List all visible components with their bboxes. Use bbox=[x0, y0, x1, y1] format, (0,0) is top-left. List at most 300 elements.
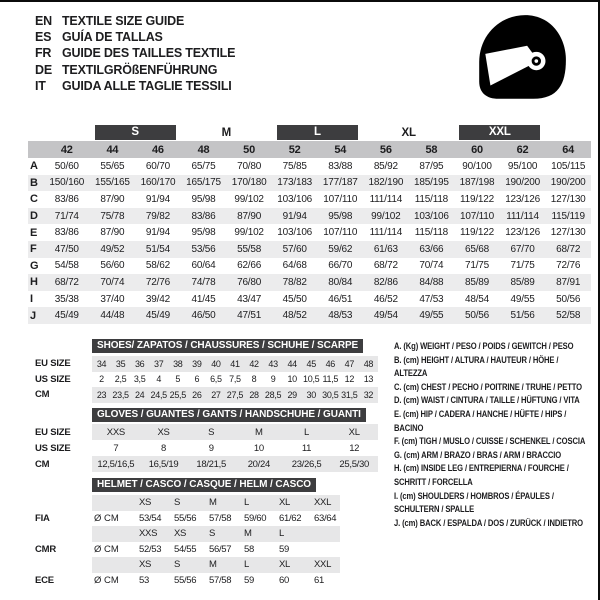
size-value: 185/195 bbox=[414, 177, 449, 189]
size-cell: 12 bbox=[344, 374, 355, 385]
language-title-row bbox=[35, 29, 235, 45]
size-cell: 6,5 bbox=[210, 374, 222, 385]
size-cell: 45 bbox=[306, 358, 316, 369]
size-cell: 24 bbox=[134, 389, 145, 400]
size-cell: S bbox=[209, 528, 216, 540]
size-cell: 2 bbox=[99, 374, 104, 385]
size-value: 66/70 bbox=[328, 260, 353, 272]
size-cell: 9 bbox=[208, 442, 214, 454]
size-value: 57/60 bbox=[282, 243, 307, 255]
size-number-row bbox=[28, 141, 591, 158]
size-value: 160/170 bbox=[140, 177, 176, 189]
size-cell: 23/26,5 bbox=[291, 458, 322, 470]
size-cell: 30 bbox=[306, 389, 316, 400]
size-group-S: S bbox=[90, 124, 181, 141]
size-value: 115/118 bbox=[414, 227, 449, 239]
size-value: 45/49 bbox=[54, 310, 79, 322]
size-cell: 20/24 bbox=[247, 458, 270, 470]
language-code: EN bbox=[35, 14, 52, 28]
size-cell: M bbox=[244, 528, 252, 540]
size-value: 50/56 bbox=[556, 293, 581, 305]
subtable-row bbox=[35, 372, 378, 388]
size-value: 177/187 bbox=[322, 177, 358, 189]
size-column-header: 54 bbox=[334, 143, 347, 156]
size-cell: 7,5 bbox=[229, 374, 241, 385]
size-value: 83/86 bbox=[191, 210, 216, 222]
size-column-header: 50 bbox=[243, 143, 256, 156]
unit-cell: Ø CM bbox=[94, 512, 119, 524]
size-cell: XS bbox=[139, 559, 152, 571]
size-cell: 12,5/16,5 bbox=[97, 458, 135, 470]
shoes-table-title: SHOES/ ZAPATOS / CHAUSSURES / SCHUHE / SCARPE bbox=[92, 339, 363, 353]
size-cell: S bbox=[174, 559, 181, 571]
size-value: 87/95 bbox=[419, 160, 444, 172]
language-code: FR bbox=[35, 46, 52, 61]
size-group-spacer bbox=[28, 124, 90, 141]
size-group-row bbox=[28, 124, 591, 141]
size-cell: 10 bbox=[287, 374, 297, 385]
subtable-row bbox=[35, 356, 378, 372]
measurement-row-B bbox=[28, 175, 591, 192]
size-cell: XXS bbox=[106, 426, 125, 438]
size-cell: 36 bbox=[134, 358, 145, 369]
size-value: 173/183 bbox=[277, 177, 313, 189]
size-value: 71/74 bbox=[54, 210, 79, 222]
size-cell: 30,5 bbox=[322, 389, 339, 400]
size-value: 65/68 bbox=[464, 243, 489, 255]
size-cell: 63/64 bbox=[314, 512, 337, 524]
size-value: 67/70 bbox=[510, 243, 535, 255]
size-cell: XXL bbox=[314, 559, 332, 571]
size-value: 70/74 bbox=[100, 276, 125, 288]
size-cell: 23,5 bbox=[112, 389, 129, 400]
size-value: 95/98 bbox=[328, 210, 353, 222]
size-cell: 28 bbox=[249, 389, 259, 400]
size-cell: S bbox=[174, 497, 181, 509]
size-cell: 18/21,5 bbox=[196, 458, 226, 470]
size-cell: L bbox=[244, 497, 249, 509]
size-value: 95/98 bbox=[191, 193, 216, 205]
row-gutter-label: CM bbox=[35, 389, 50, 401]
size-value: 115/119 bbox=[551, 210, 585, 222]
size-cell: 25,5/30 bbox=[339, 458, 369, 470]
legend-item: A. (Kg) WEIGHT / PESO / POIDS / GEWITCH / PESO bbox=[394, 341, 574, 351]
legend-item: B. (cm) HEIGHT / ALTURA / HAUTEUR / HÖHE / ALTEZZA bbox=[394, 354, 559, 379]
size-value: 190/200 bbox=[505, 177, 540, 189]
size-cell: 34 bbox=[96, 358, 107, 369]
size-cell: 27 bbox=[211, 389, 221, 400]
size-cell: M bbox=[209, 497, 217, 509]
size-cell: L bbox=[244, 559, 249, 571]
size-value: 47/51 bbox=[237, 310, 262, 322]
row-gutter-label: ECE bbox=[35, 574, 54, 586]
size-cell: 47 bbox=[344, 358, 355, 369]
language-code: DE bbox=[35, 62, 52, 77]
size-cell: XS bbox=[157, 426, 170, 438]
size-cell: 37 bbox=[154, 358, 164, 369]
size-value: 61/63 bbox=[373, 243, 398, 255]
size-cell: M bbox=[255, 426, 263, 438]
size-value: 123/126 bbox=[505, 227, 540, 239]
size-value: 48/53 bbox=[328, 310, 353, 322]
guide-title: GUIDA ALLE TAGLIE TESSILI bbox=[62, 78, 232, 93]
size-cell: 59 bbox=[279, 543, 289, 555]
unit-cell: Ø CM bbox=[94, 543, 119, 555]
size-column-header: 52 bbox=[288, 143, 301, 156]
size-value: 87/90 bbox=[100, 227, 125, 239]
size-value: 35/38 bbox=[54, 293, 79, 305]
size-value: 85/89 bbox=[510, 276, 535, 288]
size-value: 87/91 bbox=[556, 276, 581, 288]
size-value: 50/56 bbox=[464, 310, 489, 322]
size-value: 123/126 bbox=[505, 193, 540, 205]
size-value: 75/78 bbox=[100, 210, 125, 222]
size-value: 82/86 bbox=[373, 276, 398, 288]
row-gutter-label: EU SIZE bbox=[35, 358, 71, 370]
size-cell: 35 bbox=[115, 358, 126, 369]
size-value: 85/89 bbox=[464, 276, 489, 288]
language-code: IT bbox=[35, 78, 46, 93]
size-value: 60/64 bbox=[191, 260, 216, 272]
size-value: 51/54 bbox=[145, 243, 170, 255]
measurement-row-H bbox=[28, 274, 591, 291]
size-cell: 59/60 bbox=[244, 512, 267, 524]
measurement-row-I bbox=[28, 291, 591, 308]
size-cell: 43 bbox=[268, 358, 278, 369]
row-label: B bbox=[30, 176, 38, 189]
guide-title: TEXTILE SIZE GUIDE bbox=[62, 14, 185, 28]
size-value: 107/110 bbox=[459, 210, 494, 222]
language-title-row bbox=[35, 78, 235, 94]
size-value: 62/66 bbox=[237, 260, 262, 272]
size-value: 48/52 bbox=[282, 310, 307, 322]
size-value: 127/130 bbox=[550, 193, 586, 205]
size-value: 79/82 bbox=[145, 210, 170, 222]
row-gutter-label: US SIZE bbox=[35, 442, 71, 454]
legend-item: I. (cm) SHOULDERS / HOMBROS / ÉPAULES / SCHULTERN / SPALLE bbox=[394, 490, 554, 515]
size-column-header: 60 bbox=[471, 143, 483, 156]
legend-item: D. (cm) WAIST / CINTURA / TAILLE / HÜFTUNG / VITA bbox=[394, 395, 580, 406]
size-value: 105/115 bbox=[551, 160, 586, 172]
size-value: 91/94 bbox=[145, 227, 170, 239]
size-value: 68/72 bbox=[54, 276, 79, 288]
legend-item: J. (cm) BACK / ESPALDA / DOS / ZURÜCK / INDIETRO bbox=[394, 517, 583, 528]
textile-size-table bbox=[28, 124, 591, 324]
size-value: 78/82 bbox=[282, 276, 307, 288]
size-value: 119/122 bbox=[459, 193, 494, 205]
size-value: 44/48 bbox=[100, 310, 125, 322]
subtable-row bbox=[35, 511, 340, 527]
size-cell: 11,5 bbox=[322, 374, 339, 385]
size-value: 90/100 bbox=[462, 160, 492, 172]
size-cell: M bbox=[209, 559, 217, 571]
guide-title: GUÍA DE TALLAS bbox=[62, 30, 163, 45]
size-value: 76/80 bbox=[237, 276, 262, 288]
size-value: 71/75 bbox=[464, 260, 489, 272]
size-value: 107/110 bbox=[323, 193, 358, 205]
size-column-header: 62 bbox=[516, 143, 529, 156]
size-cell: 25,5 bbox=[169, 389, 186, 400]
measurement-row-D bbox=[28, 208, 591, 225]
size-column-header: 42 bbox=[60, 143, 73, 156]
row-label: C bbox=[30, 193, 38, 206]
size-value: 50/60 bbox=[54, 160, 79, 172]
size-cell: 13 bbox=[363, 374, 374, 385]
size-value: 39/42 bbox=[145, 293, 170, 305]
size-value: 48/54 bbox=[464, 293, 489, 305]
size-value: 83/88 bbox=[328, 160, 353, 172]
size-value: 49/54 bbox=[373, 310, 398, 322]
subtable-row bbox=[35, 440, 378, 456]
helmet-size-table bbox=[35, 478, 340, 588]
gloves-table-header bbox=[35, 408, 378, 424]
racing-helmet-icon bbox=[464, 8, 576, 110]
language-title-row bbox=[35, 13, 235, 29]
subtable-row bbox=[35, 387, 378, 403]
size-cell: 23 bbox=[96, 389, 107, 400]
size-group-XL: XL bbox=[401, 126, 416, 139]
size-value: 64/68 bbox=[282, 260, 307, 272]
size-cell: 52/53 bbox=[139, 543, 162, 555]
size-value: 103/106 bbox=[277, 193, 313, 205]
size-cell: 56/57 bbox=[209, 543, 232, 555]
legend-item: E. (cm) HIP / CADERA / HANCHE / HÜFTE / HIPS / BACINO bbox=[394, 408, 567, 433]
helmet-table-title: HELMET / CASCO / CASQUE / HELM / CASCO bbox=[92, 478, 316, 492]
size-value: 155/165 bbox=[94, 177, 130, 189]
subtable-row bbox=[35, 495, 340, 511]
size-value: 55/58 bbox=[237, 243, 262, 255]
size-cell: XL bbox=[279, 559, 291, 571]
size-value: 99/102 bbox=[234, 227, 264, 239]
size-cell: XS bbox=[139, 497, 152, 509]
row-label: D bbox=[30, 210, 38, 223]
size-cell: 54/55 bbox=[174, 543, 197, 555]
size-cell: L bbox=[279, 528, 284, 540]
size-cell: 3,5 bbox=[133, 374, 146, 385]
size-value: 55/65 bbox=[100, 160, 125, 172]
size-cell: 53 bbox=[139, 574, 149, 586]
language-title-list bbox=[35, 13, 235, 94]
size-value: 99/102 bbox=[371, 210, 401, 222]
size-value: 47/53 bbox=[419, 293, 444, 305]
size-value: 52/58 bbox=[556, 310, 581, 322]
size-cell: 44 bbox=[287, 358, 297, 369]
size-cell: 29 bbox=[287, 389, 297, 400]
size-value: 47/50 bbox=[54, 243, 79, 255]
size-value: 54/58 bbox=[54, 260, 79, 272]
size-cell: 31,5 bbox=[341, 389, 358, 400]
measurement-legend bbox=[394, 340, 591, 530]
size-group-XXL: XXL bbox=[454, 124, 545, 141]
size-cell: 38 bbox=[173, 358, 183, 369]
size-column-header: 58 bbox=[425, 143, 438, 156]
size-value: 165/175 bbox=[186, 177, 221, 189]
size-value: 187/198 bbox=[459, 177, 495, 189]
language-title-row bbox=[35, 45, 235, 61]
size-cell: 10,5 bbox=[303, 374, 320, 385]
size-cell: 6 bbox=[194, 374, 200, 385]
size-value: 170/180 bbox=[231, 177, 267, 189]
size-group-spacer bbox=[545, 124, 591, 141]
gloves-table-title: GLOVES / GUANTES / GANTS / HANDSCHUHE / GUANTI bbox=[92, 408, 366, 422]
legend-item: G. (cm) ARM / BRAZO / BRAS / ARM / BRACCIO bbox=[394, 449, 562, 460]
size-column-header: 44 bbox=[106, 143, 119, 156]
row-label: I bbox=[30, 293, 33, 306]
size-value: 68/72 bbox=[373, 260, 398, 272]
row-gutter-label: EU SIZE bbox=[35, 426, 71, 438]
language-title-row bbox=[35, 62, 235, 78]
size-value: 103/106 bbox=[277, 227, 313, 239]
unit-cell: Ø CM bbox=[94, 574, 119, 586]
size-cell: 8 bbox=[161, 442, 166, 454]
size-value: 111/114 bbox=[369, 193, 403, 205]
size-column-header: 46 bbox=[152, 143, 164, 156]
size-value: 83/86 bbox=[54, 227, 79, 239]
subtable-row bbox=[35, 424, 378, 440]
size-value: 51/56 bbox=[510, 310, 535, 322]
size-cell: 55/56 bbox=[174, 574, 197, 586]
size-column-header: 56 bbox=[379, 143, 392, 156]
row-gutter-label: CM bbox=[35, 458, 50, 470]
size-cell: 40 bbox=[211, 358, 221, 369]
size-value: 95/98 bbox=[191, 227, 216, 239]
size-value: 107/110 bbox=[323, 227, 358, 239]
size-cell: 59 bbox=[244, 574, 254, 586]
size-cell: 27,5 bbox=[226, 389, 244, 400]
subtable-row bbox=[35, 573, 340, 589]
size-cell: 5 bbox=[175, 374, 181, 385]
size-value: 72/76 bbox=[145, 276, 170, 288]
measurement-row-J bbox=[28, 307, 591, 324]
corner-spacer bbox=[28, 141, 44, 158]
subtable-row bbox=[35, 542, 340, 558]
size-value: 68/72 bbox=[556, 243, 581, 255]
size-cell: 16,5/19 bbox=[148, 458, 179, 470]
size-cell: 42 bbox=[249, 358, 259, 369]
row-gutter-label: CMR bbox=[35, 543, 57, 555]
size-cell: 48 bbox=[363, 358, 374, 369]
size-value: 41/45 bbox=[191, 293, 216, 305]
size-cell: 7 bbox=[113, 442, 119, 454]
measurement-row-C bbox=[28, 191, 591, 208]
size-value: 49/55 bbox=[419, 310, 444, 322]
size-value: 75/85 bbox=[282, 160, 307, 172]
size-group-M: M bbox=[221, 126, 231, 139]
shoes-size-table bbox=[35, 339, 378, 403]
size-value: 37/40 bbox=[100, 293, 125, 305]
size-value: 49/55 bbox=[510, 293, 535, 305]
size-cell: 24,5 bbox=[150, 389, 167, 400]
size-cell: 55/56 bbox=[174, 512, 197, 524]
size-cell: S bbox=[208, 426, 215, 438]
size-value: 58/62 bbox=[145, 260, 170, 272]
shoes-table-header bbox=[35, 339, 378, 356]
legend-item: C. (cm) CHEST / PECHO / POITRINE / TRUHE / PETTO bbox=[394, 381, 582, 392]
size-cell: 61 bbox=[314, 574, 324, 586]
legend-item: H. (cm) INSIDE LEG / ENTREPIERNA / FOURCHE / SCHRITT / FORCELLA bbox=[394, 463, 569, 487]
size-value: 60/70 bbox=[145, 160, 170, 172]
guide-title: GUIDE DES TAILLES TEXTILE bbox=[62, 46, 236, 61]
row-label: E bbox=[30, 226, 38, 239]
size-value: 59/62 bbox=[328, 243, 353, 255]
size-cell: 8 bbox=[251, 374, 257, 385]
size-value: 45/49 bbox=[145, 310, 170, 322]
size-cell: 9 bbox=[270, 374, 276, 385]
size-value: 127/130 bbox=[550, 227, 586, 239]
helmet-table-header bbox=[35, 478, 340, 495]
size-column-header: 64 bbox=[562, 143, 575, 156]
size-cell: 39 bbox=[192, 358, 202, 369]
size-value: 65/75 bbox=[191, 160, 216, 172]
row-label: A bbox=[30, 160, 38, 173]
size-cell: L bbox=[304, 426, 310, 438]
size-cell: 41 bbox=[230, 358, 240, 369]
guide-title: TEXTILGRÖßENFÜHRUNG bbox=[62, 62, 218, 77]
measurement-row-E bbox=[28, 224, 591, 241]
size-value: 56/60 bbox=[100, 260, 125, 272]
row-gutter-label: US SIZE bbox=[35, 373, 71, 385]
gloves-size-table bbox=[35, 408, 378, 472]
size-cell: 11 bbox=[301, 442, 312, 454]
size-value: 84/88 bbox=[419, 276, 444, 288]
size-value: 182/190 bbox=[368, 177, 404, 189]
size-cell: 53/54 bbox=[139, 512, 162, 524]
size-cell: XS bbox=[174, 528, 187, 540]
size-group-L: L bbox=[272, 124, 363, 141]
size-cell: 26 bbox=[192, 389, 202, 400]
size-cell: XL bbox=[348, 426, 360, 438]
size-cell: XXL bbox=[314, 497, 332, 509]
row-gutter-label: FIA bbox=[35, 512, 50, 524]
size-value: 74/78 bbox=[191, 276, 216, 288]
size-value: 95/100 bbox=[507, 160, 538, 172]
size-value: 53/56 bbox=[191, 243, 216, 255]
size-cell: 46 bbox=[325, 358, 335, 369]
size-value: 150/160 bbox=[49, 177, 85, 189]
size-cell: 58 bbox=[244, 543, 254, 555]
size-cell: 2,5 bbox=[114, 374, 127, 385]
size-value: 80/84 bbox=[328, 276, 353, 288]
size-cell: 32 bbox=[363, 389, 374, 400]
size-value: 63/66 bbox=[419, 243, 444, 255]
size-value: 43/47 bbox=[237, 293, 262, 305]
size-value: 49/52 bbox=[100, 243, 125, 255]
size-value: 46/52 bbox=[373, 293, 398, 305]
measurement-row-A bbox=[28, 158, 591, 175]
size-value: 71/75 bbox=[510, 260, 535, 272]
size-value: 91/94 bbox=[282, 210, 307, 222]
size-value: 111/114 bbox=[506, 210, 539, 222]
size-value: 83/86 bbox=[54, 193, 79, 205]
size-value: 111/114 bbox=[369, 227, 403, 239]
size-cell: 10 bbox=[253, 442, 264, 454]
size-value: 46/51 bbox=[328, 293, 353, 305]
row-label: H bbox=[30, 276, 38, 289]
size-cell: 57/58 bbox=[209, 512, 232, 524]
subtable-row bbox=[35, 526, 340, 542]
size-column-header: 48 bbox=[197, 143, 210, 156]
row-label: G bbox=[30, 259, 39, 272]
size-value: 91/94 bbox=[145, 193, 170, 205]
size-value: 190/200 bbox=[550, 177, 586, 189]
size-cell: 12 bbox=[349, 442, 360, 454]
size-value: 85/92 bbox=[373, 160, 398, 172]
size-value: 72/76 bbox=[556, 260, 581, 272]
size-cell: 61/62 bbox=[279, 512, 302, 524]
size-value: 46/50 bbox=[191, 310, 216, 322]
size-value: 70/74 bbox=[419, 260, 444, 272]
size-value: 99/102 bbox=[234, 193, 264, 205]
